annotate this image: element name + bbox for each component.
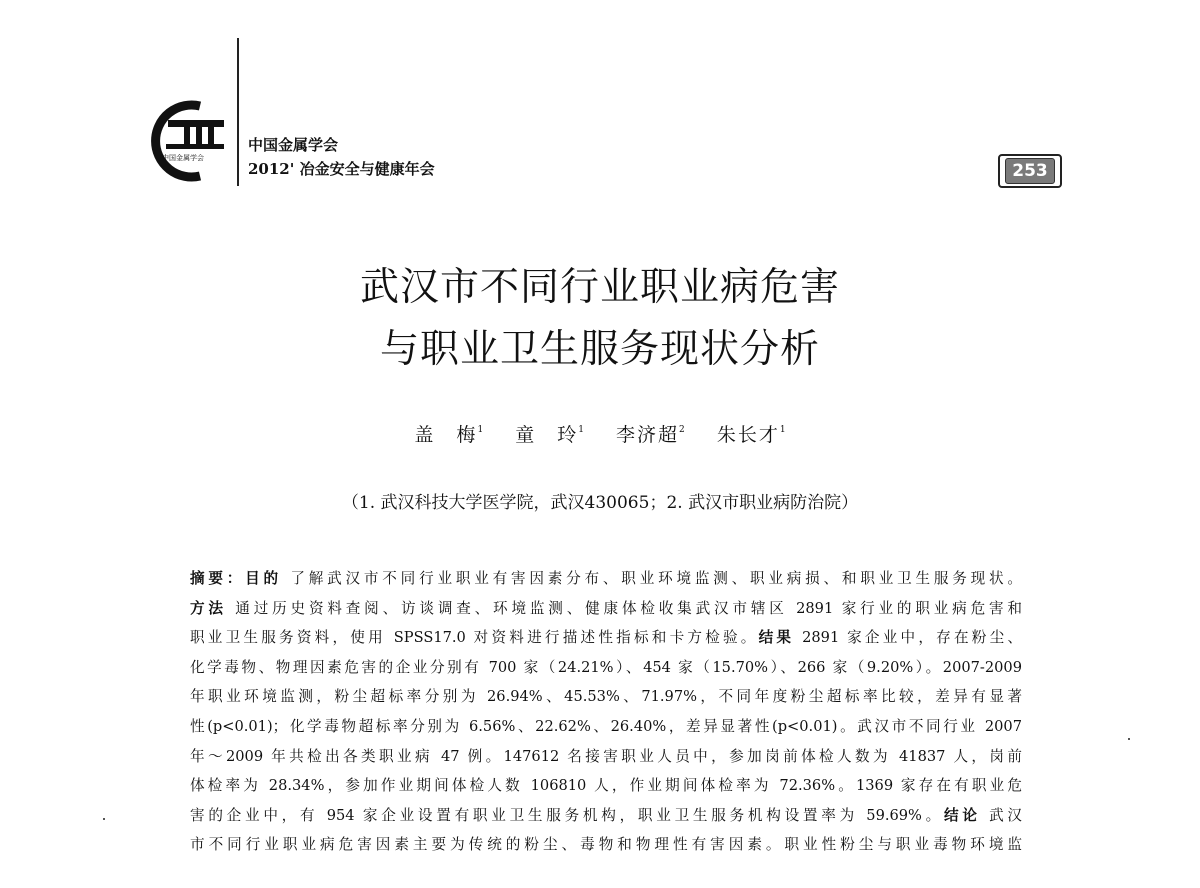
author-affil-mark: 1 [477, 425, 484, 435]
author-name: 童 玲 [515, 424, 579, 446]
affiliations: （1. 武汉科技大学医学院，武汉430065；2. 武汉市职业病防治院） [341, 493, 859, 513]
author-affil-mark: 1 [578, 425, 584, 435]
society-logo [148, 100, 228, 182]
abstract-label: 摘要：目的 [190, 570, 282, 587]
author-name: 盖 梅 [414, 424, 478, 446]
page-number-badge [998, 154, 1062, 188]
abstract-text: 了解武汉市不同行业职业有害因素分布、职业环境监测、职业病损、和职业卫生服务现状。 [290, 570, 1022, 587]
abstract-text: 武汉 [989, 806, 1022, 824]
abstract-line [190, 801, 1022, 831]
author-list [0, 420, 1200, 447]
abstract-line [190, 594, 1022, 624]
methods-label: 方法 [190, 599, 227, 617]
author-affil-mark: 2 [679, 425, 685, 435]
abstract-line: 性(p<0.01)；化学毒物超标率分别为 6.56%、22.62%、26.40%，差异显著性(p<0.01)。武汉市不同行业 2007 [190, 717, 1022, 735]
paper-title-line2: 与职业卫生服务现状分析 [379, 327, 820, 372]
org-name: 中国金属学会 [248, 136, 339, 154]
paper-title-line1: 武汉市不同行业职业病危害 [359, 265, 840, 310]
logo-text: 中国金属学会 [162, 154, 204, 162]
results-label: 结果 [758, 629, 795, 647]
conclusion-label: 结论 [944, 806, 981, 824]
conference-header [248, 133, 435, 181]
scan-speck [1128, 738, 1130, 740]
abstract-line: 市不同行业职业病危害因素主要为传统的粉尘、毒物和物理性有害因素。职业性粉尘与职业毒物环境监 [190, 836, 1022, 854]
conference-name: 2012' 冶金安全与健康年会 [248, 160, 435, 178]
abstract-line: 体检率为 28.34%，参加作业期间体检人数 106810 人，作业期间体检率为 72.36%。1369 家存在有职业危 [190, 777, 1022, 795]
abstract-line: 化学毒物、物理因素危害的企业分别有 700 家（24.21%）、454 家（15.70%）、266 家（9.20%）。2007-2009 [190, 658, 1022, 676]
abstract [190, 564, 1022, 860]
author-name: 朱长才 [716, 424, 780, 446]
author-affil-mark: 1 [779, 425, 786, 435]
author-name: 李济超 [616, 424, 680, 446]
abstract-text: 职业卫生服务资料，使用 SPSS17.0 对资料进行描述性指标和卡方检验。 [190, 629, 759, 647]
header-divider [237, 38, 239, 186]
page-number: 253 [1005, 158, 1055, 184]
abstract-line [190, 623, 1022, 653]
abstract-line [190, 564, 1022, 594]
abstract-line: 年～2009 年共检出各类职业病 47 例。147612 名接害职业人员中，参加岗前体检人数为 41837 人，岗前 [190, 747, 1022, 765]
abstract-text: 2891 家企业中，存在粉尘、 [802, 629, 1022, 647]
abstract-text: 害的企业中，有 954 家企业设置有职业卫生服务机构，职业卫生服务机构设置率为 59.69%。 [190, 806, 944, 824]
abstract-line: 年职业环境监测，粉尘超标率分别为 26.94%、45.53%、71.97%，不同年度粉尘超标率比较，差异有显著 [190, 688, 1022, 706]
scan-speck [103, 818, 105, 820]
abstract-text: 通过历史资料查阅、访谈调查、环境监测、健康体检收集武汉市辖区 2891 家行业的职业病危害和 [235, 599, 1022, 617]
